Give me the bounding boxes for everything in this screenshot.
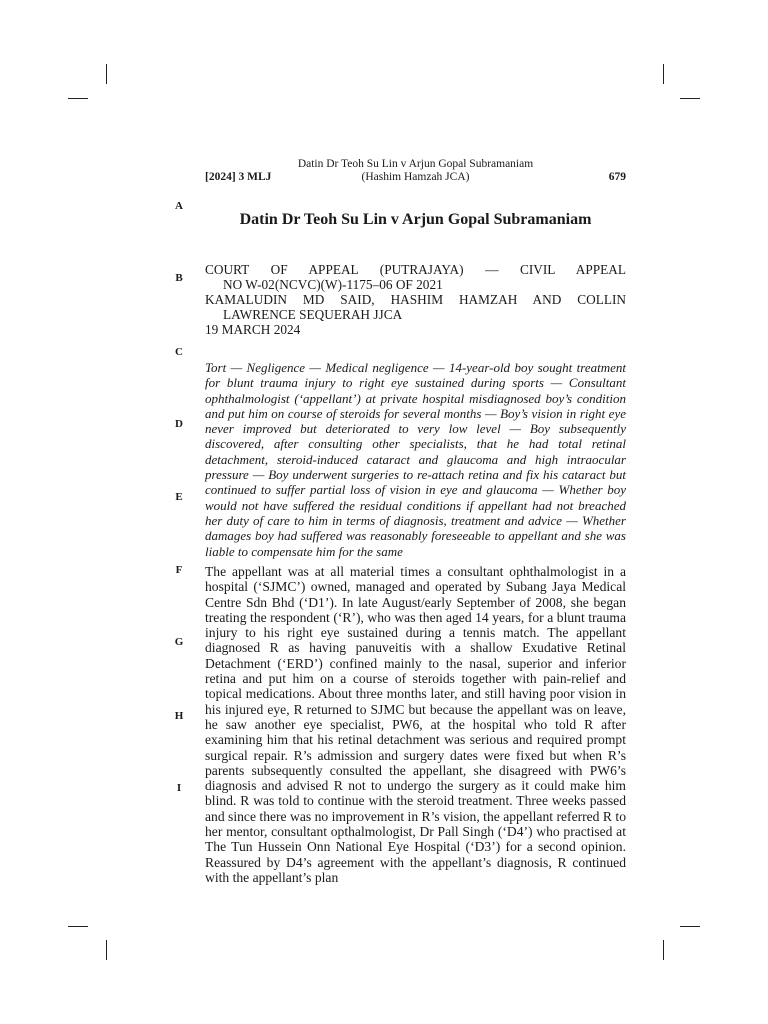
- crop-mark: [663, 940, 664, 960]
- crop-mark: [106, 64, 107, 84]
- court-line: COURT OF APPEAL (PUTRAJAYA) — CIVIL APPEAL: [205, 262, 626, 277]
- margin-letter-f: F: [175, 564, 183, 576]
- judges-line-cont: LAWRENCE SEQUERAH JJCA: [223, 307, 403, 322]
- margin-letter-h: H: [174, 710, 184, 722]
- margin-letter-d: D: [175, 418, 183, 430]
- margin-letter-e: E: [175, 491, 183, 503]
- crop-mark: [663, 64, 664, 84]
- crop-mark: [680, 926, 700, 927]
- crop-mark: [68, 98, 88, 99]
- crop-mark: [106, 940, 107, 960]
- running-head-judge: (Hashim Hamzah JCA): [361, 171, 470, 183]
- court-details: [205, 262, 626, 337]
- crop-mark: [680, 98, 700, 99]
- case-title: Datin Dr Teoh Su Lin v Arjun Gopal Subramaniam: [239, 211, 592, 228]
- running-head-citation: [2024] 3 MLJ: [205, 171, 272, 183]
- margin-letter-i: I: [176, 782, 182, 794]
- margin-letter-b: B: [175, 272, 183, 284]
- judges-line: KAMALUDIN MD SAID, HASHIM HAMZAH AND COLLIN: [205, 292, 626, 307]
- margin-letter-g: G: [174, 636, 184, 648]
- margin-letter-c: C: [175, 346, 183, 358]
- catchwords: Tort — Negligence — Medical negligence — 14-year-old boy sought treatment for blunt trauma injury to right eye sustained during sports — Consultant ophthalmologist (‘appellant’) at private hospital misdiagnosed boy’s condition and put him on course of steroids for several months — Boy’s vision in right eye never improved but deteriorated to very low level — Boy subsequently discovered, after consulting other specialists, that he had total retinal detachment, steroid-induced cataract and glaucoma and high intraocular pressure — Boy underwent surgeries to re-attach retina and fix his cataract but continued to suffer partial loss of vision in eye and glaucoma — Whether boy would not have suffered the residual conditions if appellant had not breached her duty of care to him in terms of diagnosis, treatment and advice — Whether damages boy had suffered was reasonably foreseeable to appellant and she was liable to compensate him for the same: [205, 360, 626, 559]
- page-number: 679: [608, 171, 626, 183]
- court-case-number: NO W-02(NCVC)(W)-1175–06 OF 2021: [223, 277, 443, 292]
- crop-mark: [68, 926, 88, 927]
- judgment-date: 19 MARCH 2024: [205, 322, 301, 337]
- running-head-case: Datin Dr Teoh Su Lin v Arjun Gopal Subramaniam: [297, 158, 534, 170]
- margin-letter-a: A: [175, 200, 183, 212]
- headnote-body: The appellant was at all material times a consultant ophthalmologist in a hospital (‘SJMC’) owned, managed and operated by Subang Jaya Medical Centre Sdn Bhd (‘D1’). In late August/early September of 2008, she began treating the respondent (‘R’), who was then aged 14 years, for a blunt trauma injury to his right eye sustained during a tennis match. The appellant diagnosed R as having panuveitis with a shallow Exudative Retinal Detachment (‘ERD’) confined mainly to the nasal, superior and inferior retina and put him on a course of steroids together with pain-relief and topical medications. About three months later, and still having poor vision in his injured eye, R returned to SJMC but because the appellant was on leave, he saw another eye specialist, PW6, at the hospital who told R after examining him that his retinal detachment was serious and required prompt surgical repair. R’s admission and surgery dates were fixed but when R’s parents subsequently consulted the appellant, she disagreed with PW6’s diagnosis and advised R not to undergo the surgery as it could make him blind. R was told to continue with the steroid treatment. Three weeks passed and since there was no improvement in R’s vision, the appellant referred R to her mentor, consultant opthalmologist, Dr Pall Singh (‘D4’) who practised at The Tun Hussein Onn National Eye Hospital (‘D3’) for a second opinion. Reassured by D4’s agreement with the appellant’s diagnosis, R continued with the appellant’s plan: [205, 564, 626, 885]
